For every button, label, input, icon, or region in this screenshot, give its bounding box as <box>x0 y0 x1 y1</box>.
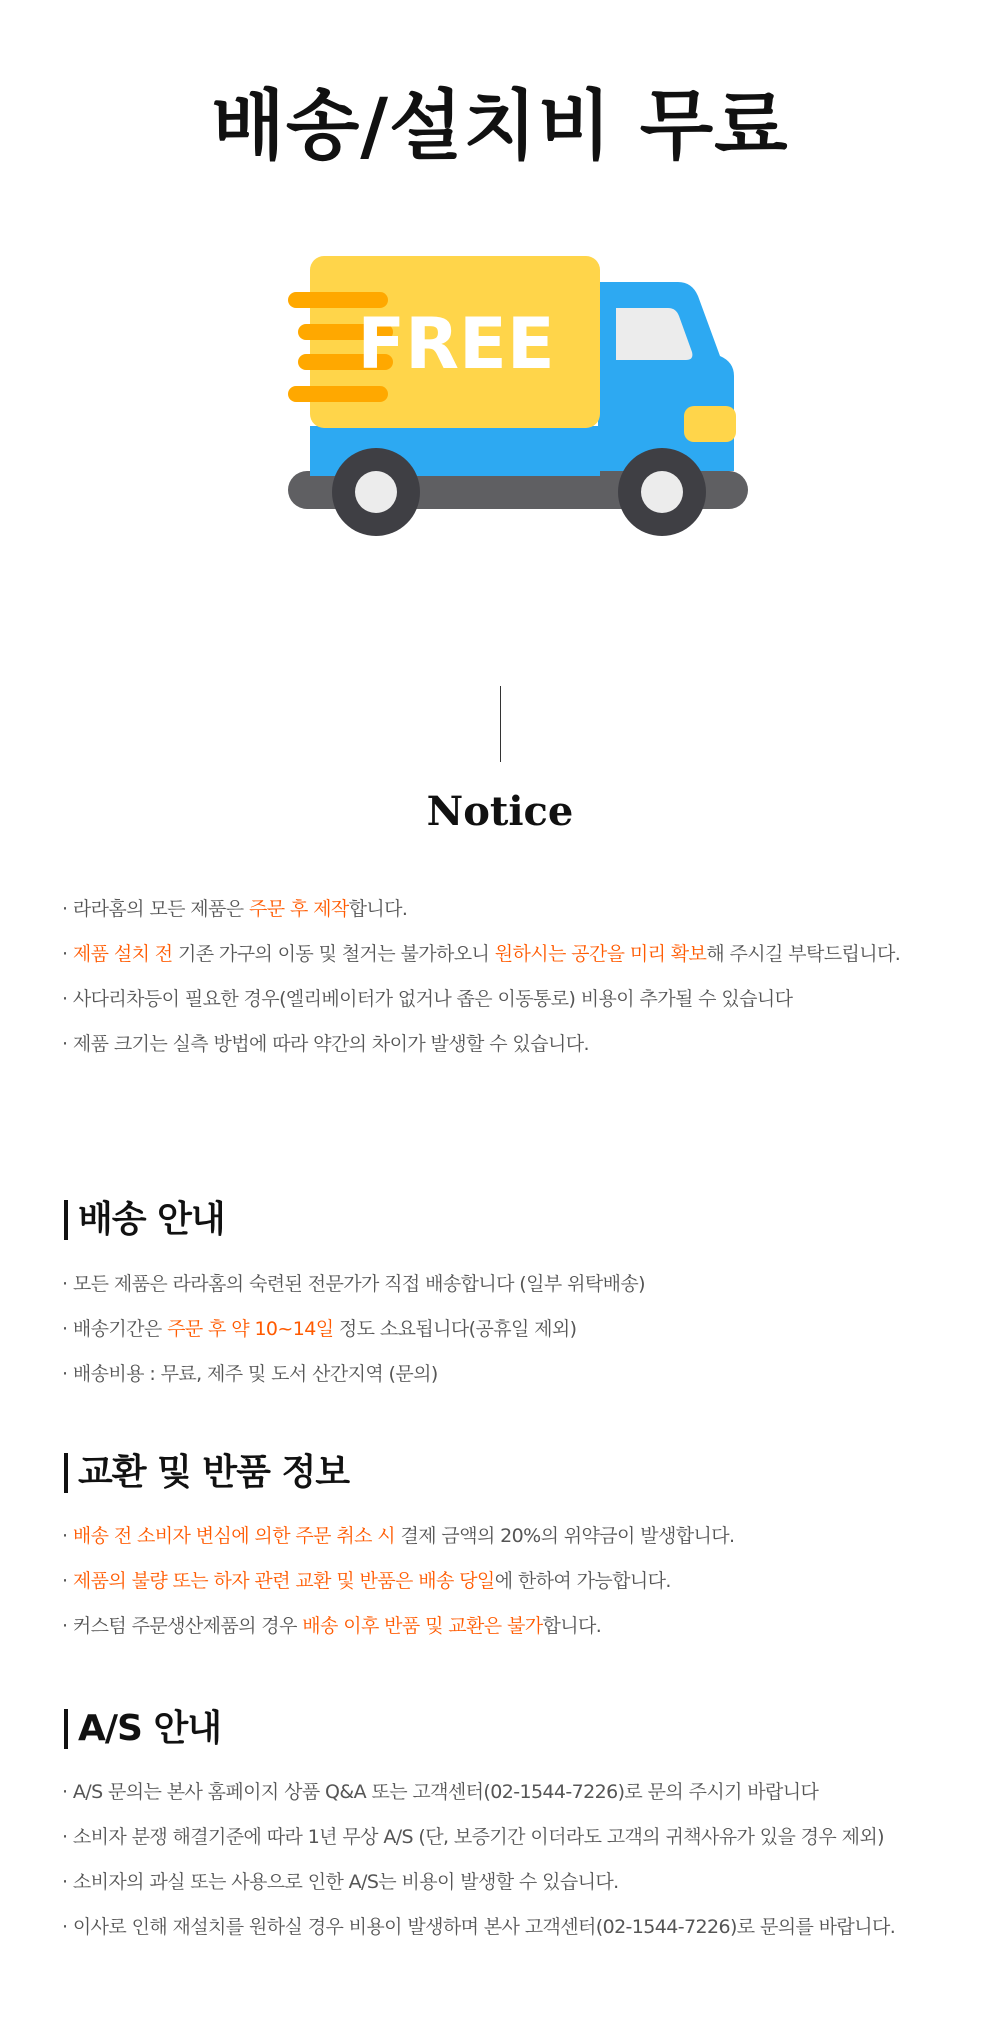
notice-title: Notice <box>426 788 574 835</box>
list-item <box>62 1352 645 1397</box>
list-item-text: A/S 문의는 본사 홈페이지 상품 Q&A 또는 고객센터(02-1544-7226)로 문의 주시기 바랍니다 <box>72 1781 819 1803</box>
as-list <box>62 1770 895 1950</box>
list-item-text: 배송기간은 <box>72 1318 168 1340</box>
delivery-section-title: 배송 안내 <box>64 1200 225 1240</box>
highlight-text: 제품의 불량 또는 하자 관련 교환 및 반품은 배송 당일 <box>72 1570 495 1592</box>
list-item-text: 합니다. <box>542 1615 602 1637</box>
list-item <box>62 1860 895 1905</box>
free-truck-illustration <box>288 256 748 546</box>
list-item-text: 합니다. <box>348 898 408 920</box>
highlight-text: 주문 후 제작 <box>249 898 349 920</box>
highlight-text: 원하시는 공간을 미리 확보 <box>494 943 707 965</box>
exchange-list <box>62 1514 734 1649</box>
list-item-text: 모든 제품은 라라홈의 숙련된 전문가가 직접 배송합니다 (일부 위탁배송) <box>72 1273 645 1295</box>
notice-divider-line <box>500 686 501 762</box>
list-item-text: 제품 크기는 실측 방법에 따라 약간의 차이가 발생할 수 있습니다. <box>72 1033 589 1055</box>
list-item-text: 라라홈의 모든 제품은 <box>72 898 249 920</box>
list-item <box>62 1815 895 1860</box>
list-item-text: 정도 소요됩니다(공휴일 제외) <box>333 1318 577 1340</box>
list-item-text: 해 주시길 부탁드립니다. <box>706 943 901 965</box>
list-item-text: 에 한하여 가능합니다. <box>494 1570 671 1592</box>
list-item <box>62 1905 895 1950</box>
list-item-text: 기존 가구의 이동 및 철거는 불가하오니 <box>172 943 495 965</box>
truck-free-label: FREE <box>357 303 555 385</box>
list-item-text: 결제 금액의 20%의 위약금이 발생합니다. <box>395 1525 735 1547</box>
exchange-section-title: 교환 및 반품 정보 <box>64 1453 349 1493</box>
list-item-text: 배송비용 : 무료, 제주 및 도서 산간지역 (문의) <box>72 1363 438 1385</box>
list-item-text: 사다리차등이 필요한 경우(엘리베이터가 없거나 좁은 이동통로) 비용이 추가될 수 있습니다 <box>72 988 793 1010</box>
highlight-text: 제품 설치 전 <box>72 943 173 965</box>
list-item-text: 소비자 분쟁 해결기준에 따라 1년 무상 A/S (단, 보증기간 이더라도 고객의 귀책사유가 있을 경우 제외) <box>72 1826 884 1848</box>
highlight-text: 배송 이후 반품 및 교환은 불가 <box>302 1615 543 1637</box>
as-section-title: A/S 안내 <box>64 1709 221 1749</box>
list-item <box>62 932 900 977</box>
hero-title: 배송/설치비 무료 <box>211 81 789 170</box>
list-item <box>62 887 900 932</box>
list-item <box>62 1262 645 1307</box>
list-item <box>62 1514 734 1559</box>
delivery-list <box>62 1262 645 1397</box>
list-item <box>62 1604 734 1649</box>
list-item <box>62 977 900 1022</box>
list-item <box>62 1559 734 1604</box>
list-item-text: 이사로 인해 재설치를 원하실 경우 비용이 발생하며 본사 고객센터(02-1544-7226)로 문의를 바랍니다. <box>72 1916 896 1938</box>
list-item <box>62 1770 895 1815</box>
list-item-text: 커스텀 주문생산제품의 경우 <box>72 1615 303 1637</box>
highlight-text: 주문 후 약 10~14일 <box>167 1318 334 1340</box>
highlight-text: 배송 전 소비자 변심에 의한 주문 취소 시 <box>72 1525 396 1547</box>
list-item-text: 소비자의 과실 또는 사용으로 인한 A/S는 비용이 발생할 수 있습니다. <box>72 1871 619 1893</box>
list-item <box>62 1307 645 1352</box>
list-item <box>62 1022 900 1067</box>
notice-list <box>62 887 900 1067</box>
